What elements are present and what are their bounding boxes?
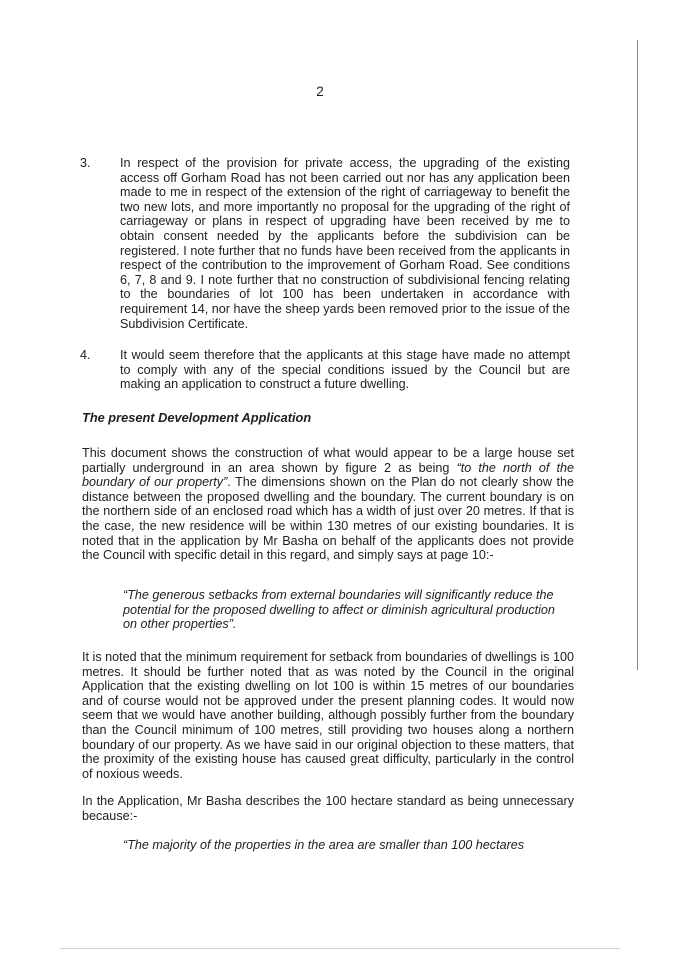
item-text: It would seem therefore that the applicants at this stage have made no attempt to comply with any of the special conditions issued by the Council but are making an application to construct a future dwelling. — [120, 348, 570, 392]
block-quote-setbacks: “The generous setbacks from external boundaries will significantly reduce the potential for the proposed dwelling to affect or diminish agricultural production on other properties”. — [123, 588, 555, 632]
section-heading: The present Development Application — [82, 410, 312, 425]
paragraph-italic-quote: “to the north of the boundary of our property” — [82, 460, 574, 490]
scan-margin-line — [637, 40, 638, 670]
paragraph-hectare-standard: In the Application, Mr Basha describes the 100 hectare standard as being unnecessary because:- — [82, 794, 574, 823]
scan-bottom-artifact — [60, 948, 620, 949]
paragraph-development-application — [82, 446, 574, 563]
paragraph-text-end: . The dimensions shown on the Plan do not clearly show the distance between the proposed dwelling and the boundary. The current boundary is on the northern side of an enclosed road which has a width of just over 20 metres. If that is the case, the new residence will be within 130 metres of our existing boundaries. It is noted that in the application by Mr Basha on behalf of the applicants does not provide the Council with specific detail in this regard, and simply says at page 10:- — [82, 475, 574, 563]
numbered-item-3 — [80, 156, 570, 331]
page-number: 2 — [316, 84, 324, 99]
item-number: 4. — [80, 348, 91, 362]
item-text: In respect of the provision for private access, the upgrading of the existing access off Gorham Road has not been carried out nor has any application been made to me in respect of the extension of the right of carriageway to benefit the two new lots, and more importantly no proposal for the upgrading of the right of carriageway or plans in respect of upgrading have been received by me to obtain consent needed by the applicants before the subdivision can be registered. I note further that no funds have been received from the applicants in respect of the contribution to the improvement of Gorham Road. See conditions 6, 7, 8 and 9. I note further that no construction of subdivisional fencing relating to the boundaries of lot 100 has been undertaken in accordance with requirement 14, nor have the sheep yards been removed prior to the issue of the Subdivision Certificate. — [120, 156, 570, 331]
item-number: 3. — [80, 156, 91, 170]
paragraph-setback-requirement: It is noted that the minimum requirement for setback from boundaries of dwellings is 100 metres. It should be further noted that as was noted by the Council in the original Application that the existing dwelling on lot 100 is within 15 metres of our boundaries and of course would not be approved under the present planning codes. It would now seem that we would have another building, although possibly further from the boundary than the Council minimum of 100 metres, still providing two houses along a northern boundary of our property. As we have said in our original objection to these matters, that the proximity of the existing house has caused great difficulty, particularly in the control of noxious weeds. — [82, 650, 574, 781]
block-quote-majority: “The majority of the properties in the area are smaller than 100 hectares — [123, 838, 525, 852]
paragraph-text-start: This document shows the construction of what would appear to be a large house set partially underground in an area shown by figure 2 as being — [82, 446, 574, 475]
numbered-item-4 — [80, 348, 570, 392]
